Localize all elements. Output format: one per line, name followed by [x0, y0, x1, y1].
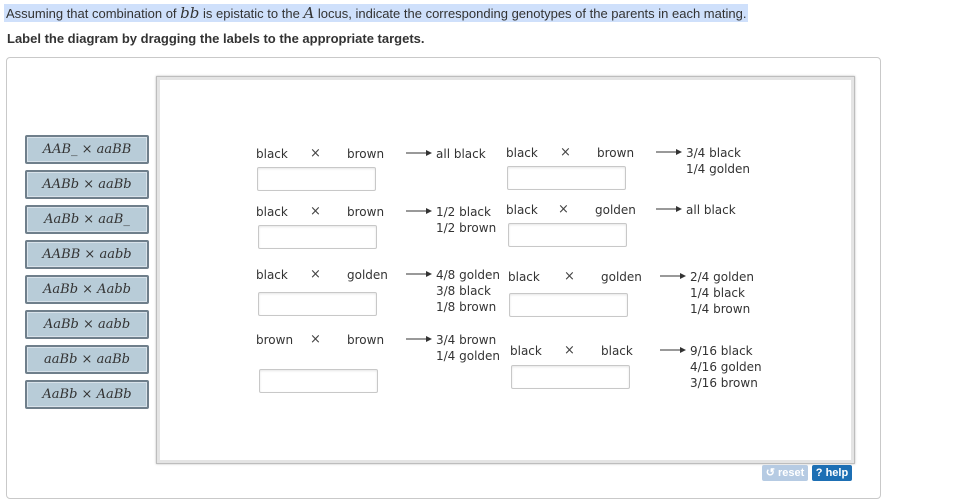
- label-tile-1[interactable]: AAB_ × aaBB: [25, 135, 149, 164]
- label-tile-2[interactable]: AABb × aaBb: [25, 170, 149, 199]
- question-icon: ?: [815, 467, 823, 479]
- parent1-phenotype: black: [508, 270, 540, 284]
- offspring-ratios: 2/4 golden 1/4 black 1/4 brown: [690, 270, 755, 316]
- refresh-icon: ↺: [765, 467, 775, 479]
- cross-symbol: ×: [564, 269, 575, 284]
- cross-symbol: ×: [310, 146, 321, 161]
- arrow-icon: [406, 148, 432, 158]
- parent1-phenotype: black: [256, 268, 288, 282]
- cross-symbol: ×: [310, 332, 321, 347]
- parent2-phenotype: brown: [347, 333, 385, 347]
- parent1-phenotype: black: [510, 344, 542, 358]
- parent2-phenotype: brown: [347, 147, 385, 161]
- a-locus: A: [303, 4, 315, 22]
- drop-target-1[interactable]: [257, 167, 376, 191]
- reset-button[interactable]: ↺ reset: [762, 465, 808, 481]
- arrow-icon: [406, 269, 432, 279]
- parent2-phenotype: golden: [601, 270, 642, 284]
- instruction-text: Label the diagram by dragging the labels to the appropriate targets.: [7, 31, 425, 46]
- cross-symbol: ×: [564, 343, 575, 358]
- parent1-phenotype: black: [256, 147, 288, 161]
- question-text: Assuming that combination of bb is epistatic to the A locus, indicate the corresponding genotypes of the parents in each mating.: [6, 4, 747, 22]
- cross-symbol: ×: [558, 202, 569, 217]
- label-tile-4[interactable]: AABB × aabb: [25, 240, 149, 269]
- parent2-phenotype: golden: [595, 203, 636, 217]
- parent2-phenotype: brown: [597, 146, 635, 160]
- drop-target-6[interactable]: [508, 223, 627, 247]
- label-tile-8[interactable]: AaBb × AaBb: [25, 380, 149, 409]
- cross-symbol: ×: [310, 204, 321, 219]
- offspring-ratios: 1/2 black 1/2 brown: [436, 205, 497, 235]
- drop-target-8[interactable]: [511, 365, 630, 389]
- label-tile-6[interactable]: AaBb × aabb: [25, 310, 149, 339]
- label-tile-5[interactable]: AaBb × Aabb: [25, 275, 149, 304]
- bb-genotype: bb: [180, 4, 200, 22]
- arrow-icon: [656, 147, 682, 157]
- arrow-icon: [660, 271, 686, 281]
- drop-target-3[interactable]: [258, 292, 377, 316]
- drop-target-4[interactable]: [259, 369, 378, 393]
- offspring-ratios: 4/8 golden 3/8 black 1/8 brown: [436, 268, 501, 314]
- drop-target-2[interactable]: [258, 225, 377, 249]
- offspring-ratios: all black: [686, 203, 736, 217]
- parent2-phenotype: golden: [347, 268, 388, 282]
- parent1-phenotype: black: [506, 203, 538, 217]
- arrow-icon: [656, 204, 682, 214]
- cross-symbol: ×: [310, 267, 321, 282]
- offspring-ratios: 3/4 black 1/4 golden: [686, 146, 751, 176]
- label-tile-3[interactable]: AaBb × aaB_: [25, 205, 149, 234]
- parent1-phenotype: brown: [256, 333, 294, 347]
- cross-symbol: ×: [560, 145, 571, 160]
- offspring-ratios: 9/16 black 4/16 golden 3/16 brown: [690, 344, 762, 390]
- arrow-icon: [406, 206, 432, 216]
- arrow-icon: [406, 334, 432, 344]
- help-button[interactable]: ? help: [812, 465, 852, 481]
- arrow-icon: [660, 345, 686, 355]
- drop-target-5[interactable]: [507, 166, 626, 190]
- parent1-phenotype: black: [506, 146, 538, 160]
- offspring-ratios: all black: [436, 147, 486, 161]
- drop-target-7[interactable]: [509, 293, 628, 317]
- parent2-phenotype: brown: [347, 205, 385, 219]
- offspring-ratios: 3/4 brown 1/4 golden: [436, 333, 501, 363]
- label-tile-7[interactable]: aaBb × aaBb: [25, 345, 149, 374]
- parent1-phenotype: black: [256, 205, 288, 219]
- parent2-phenotype: black: [601, 344, 633, 358]
